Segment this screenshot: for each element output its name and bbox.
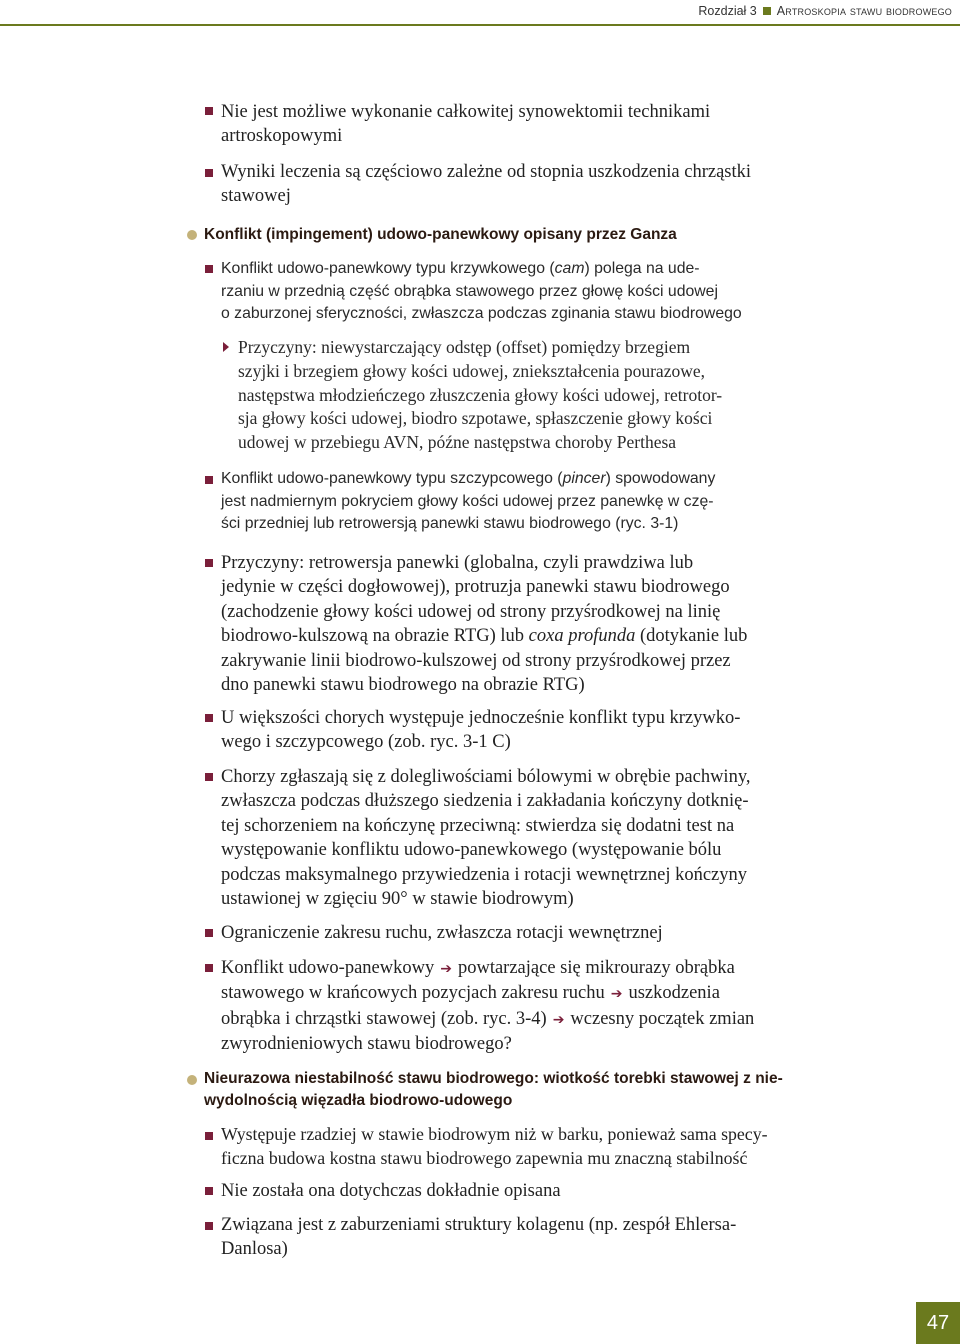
text-line: Konflikt udowo-panewkowy typu krzywkowego (cam) polega na ude- [221,260,700,277]
text-line: Konflikt udowo-panewkowy typu szczypcowego (pincer) spowodowany [221,470,716,487]
text-line: artroskopowymi [221,126,343,147]
text-line: Przyczyny: niewystarczający odstęp (offset) pomiędzy brzegiem [238,337,691,357]
text-line: ustawionej w zgięciu 90° w stawie biodrowym) [221,889,574,910]
list-item [221,706,740,755]
text-line: o zaburzonej sferyczności, zwłaszcza podczas zginania stawu biodrowego [221,305,742,322]
text-line: Występuje rzadziej w stawie biodrowym niż w barku, ponieważ sama specy- [221,1124,768,1144]
square-bullet-icon [205,476,213,484]
text-line: jedynie w części dogłowowej), protruzja panewki stawu biodrowego [221,577,730,598]
arrow-right-icon: ➔ [552,1011,565,1028]
running-header [698,0,952,22]
section-heading: Konflikt (impingement) udowo-panewkowy opisany przez Ganza [204,226,677,243]
text-line: zakrywanie linii biodrowo-kulszowej od strony przyśrodkowej przez [221,650,731,671]
text-line: sja głowy kości udowej, biodro szpotawe, spłaszczenie głowy kości [238,408,713,429]
list-item [221,258,742,326]
chapter-label: Rozdział 3 [698,4,757,18]
sub-list-item [238,336,722,455]
list-item [221,956,754,1057]
text-line: tej schorzeniem na kończynę przeciwną: stwierdza się dodatni test na [221,815,735,836]
text-line: Nie jest możliwe wykonanie całkowitej synowektomii technikami [221,102,711,122]
list-item [221,468,715,536]
square-bullet-icon [205,265,213,273]
section-heading [204,1068,783,1111]
text-line: Konflikt udowo-panewkowy ➔ powtarzające się mikrourazy obrąbka [221,956,754,981]
text-line: następstwa młodzieńczego złuszczenia głowy kości udowej, retrotor- [238,384,723,405]
square-bullet-icon [205,559,213,567]
text-line: Wyniki leczenia są częściowo zależne od stopnia uszkodzenia chrząstki [221,162,752,182]
list-item: Ograniczenie zakresu ruchu, zwłaszcza rotacji wewnętrznej [221,923,663,943]
square-bullet-icon [205,107,213,115]
separator-square-icon [763,7,771,15]
text-line: jest nadmiernym pokryciem głowy kości udowej przez panewkę w czę- [221,492,714,510]
text-line: podczas maksymalnego przywiedzenia i rotacji wewnętrznej kończyny [221,864,748,885]
text-line: (zachodzenie głowy kości udowej od strony przyśrodkowej na linię [221,601,721,622]
text-line: stawowego w krańcowych pozycjach zakresu ruchu ➔ uszkodzenia [221,981,754,1006]
square-bullet-icon [205,1187,213,1195]
page-number: 47 [916,1302,960,1344]
header-rule [0,24,960,26]
triangle-bullet-icon [223,342,229,352]
square-bullet-icon [205,1132,213,1140]
text-line: dno panewki stawu biodrowego na obrazie RTG) [221,675,585,696]
text-line: Związana jest z zaburzeniami struktury kolagenu (np. zespół Ehlersa- [221,1215,737,1235]
list-item [221,160,751,209]
chapter-title: Artroskopia stawu biodrowego [776,4,952,18]
text-line: U większości chorych występuje jednocześnie konflikt typu krzywko- [221,708,741,728]
text-line: Nieurazowa niestabilność stawu biodrowego: wiotkość torebki stawowej z nie- [204,1070,783,1087]
text-line: wydolnością więzadła biodrowo-udowego [204,1091,513,1109]
list-item [221,1213,736,1262]
arrow-right-icon: ➔ [440,961,452,977]
section-dot-icon [187,1075,197,1085]
text-line: obrąbka i chrząstki stawowej (zob. ryc. 3-4) ➔ wczesny początek zmian [221,1007,754,1032]
section-dot-icon [187,230,197,240]
text-line: występowanie konfliktu udowo-panewkowego (występowanie bólu [221,840,722,861]
list-item [221,551,747,697]
text-line: zwłaszcza podczas dłuższego siedzenia i zakładania kończyny dotknię- [221,791,749,812]
text-line: szyjki i brzegiem głowy kości udowej, zniekształcenia pourazowe, [238,360,705,381]
text-line: wego i szczypcowego (zob. ryc. 3-1 C) [221,732,511,753]
square-bullet-icon [205,773,213,781]
arrow-right-icon: ➔ [610,986,623,1003]
square-bullet-icon [205,714,213,722]
square-bullet-icon [205,929,213,937]
text-line: rzaniu w przednią część obrąbka stawowego przez głowę kości udowej [221,282,718,300]
text-line: Przyczyny: retrowersja panewki (globalna, czyli prawdziwa lub [221,553,694,573]
list-item [221,765,751,911]
text-line: stawowej [221,186,291,207]
text-line: biodrowo-kulszową na obrazie RTG) lub coxa profunda (dotykanie lub [221,626,748,647]
text-line: Chorzy zgłaszają się z dolegliwościami bólowymi w obrębie pachwiny, [221,767,751,787]
text-line: ficzna budowa kostna stawu biodrowego zapewnia mu znaczną stabilność [221,1148,748,1169]
square-bullet-icon [205,169,213,177]
text-line: ści przedniej lub retrowersją panewki stawu biodrowego (ryc. 3-1) [221,515,679,532]
list-item [221,100,710,149]
text-line: udowej w przebiegu AVN, późne następstwa choroby Perthesa [238,432,677,453]
square-bullet-icon [205,1222,213,1230]
text-line: zwyrodnieniowych stawu biodrowego? [221,1034,512,1055]
square-bullet-icon [205,964,213,972]
list-item: Nie została ona dotychczas dokładnie opisana [221,1181,561,1201]
text-line: Danlosa) [221,1239,288,1260]
list-item [221,1122,768,1171]
